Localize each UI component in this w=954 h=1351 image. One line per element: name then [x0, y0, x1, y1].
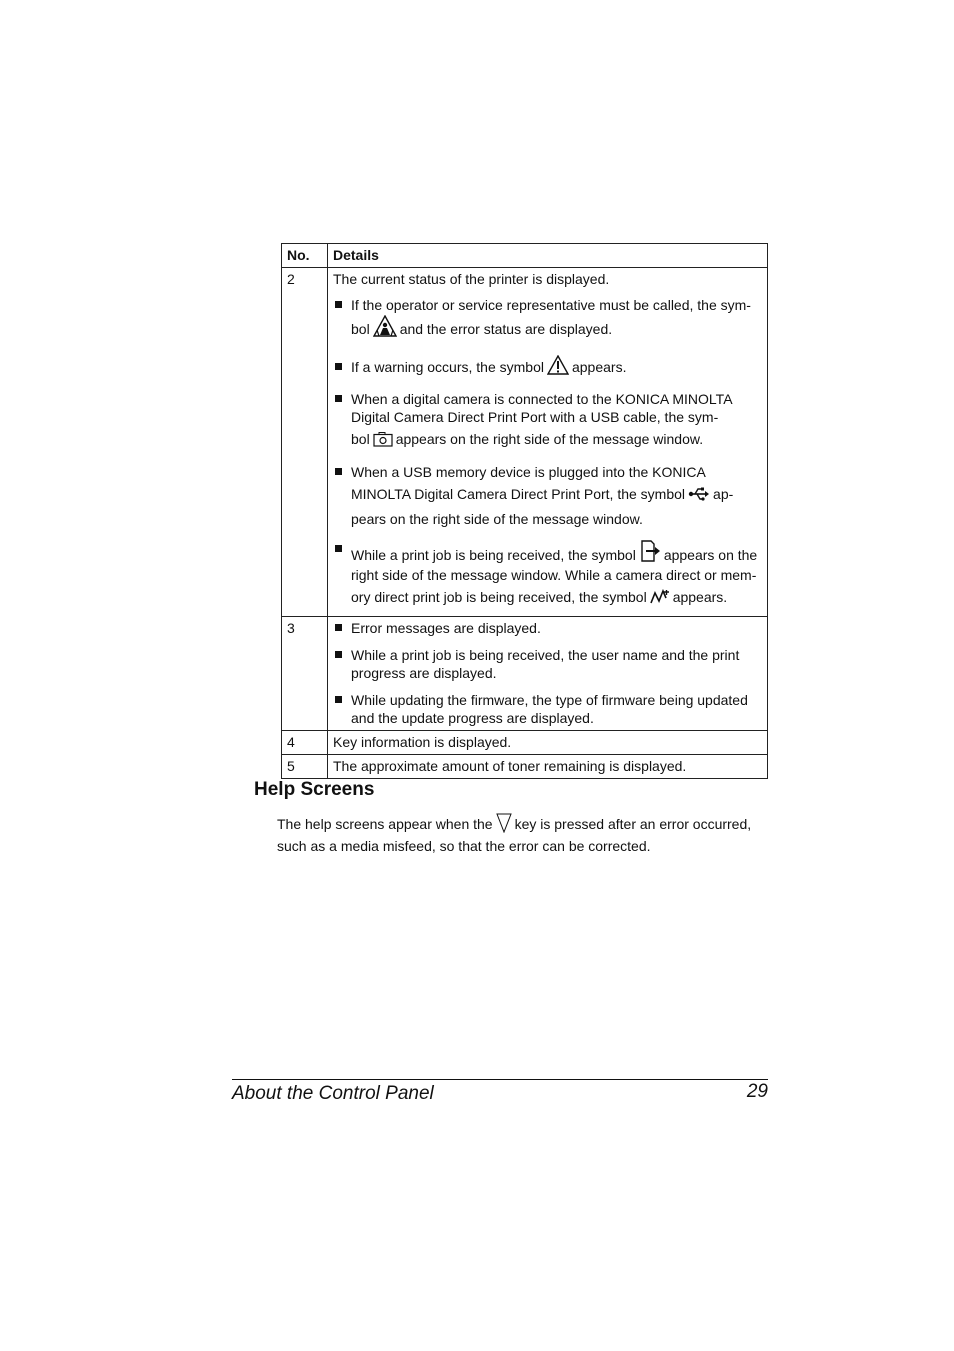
list-item: [333, 355, 763, 382]
footer-title: About the Control Panel: [232, 1083, 434, 1104]
row-intro: The current status of the printer is displayed.: [333, 271, 610, 287]
text-line: bol and the error status are displayed.: [351, 315, 763, 345]
text-line: If a warning occurs, the symbol appears.: [351, 355, 763, 382]
camera-icon: [373, 430, 393, 455]
row-number: 2: [282, 268, 328, 617]
table-header-row: [282, 244, 768, 268]
footer-rule: [232, 1079, 768, 1080]
page-number: 29: [746, 1081, 768, 1102]
table-row: [282, 755, 768, 779]
text-line: right side of the message window. While a camera direct or mem-: [351, 567, 757, 583]
list-item: [333, 296, 763, 345]
bullet-icon: [335, 363, 342, 370]
list-item: [333, 691, 763, 727]
text-line: ory direct print job is being received, the symbol appears.: [351, 585, 763, 613]
bullet-icon: [335, 696, 342, 703]
call-service-icon: [373, 315, 397, 345]
table-row: [282, 268, 768, 617]
print-job-icon: [639, 540, 661, 566]
list-item: [333, 463, 763, 528]
text-line: and the update progress are displayed.: [351, 710, 594, 726]
down-key-icon: [496, 813, 512, 837]
warning-icon: [547, 355, 569, 382]
text-line: If the operator or service representative must be called, the sym-: [351, 297, 751, 313]
list-item: [333, 540, 763, 613]
section-heading: Help Screens: [254, 779, 375, 800]
text-line: When a USB memory device is plugged into the KONICA: [351, 464, 706, 480]
text-line: While a print job is being received, the user name and the print: [351, 647, 740, 663]
row-details: The approximate amount of toner remaining is displayed.: [328, 755, 768, 779]
bullet-icon: [335, 395, 342, 402]
bullet-icon: [335, 651, 342, 658]
text-line: Error messages are displayed.: [351, 620, 541, 636]
text-line: progress are displayed.: [351, 665, 497, 681]
bullet-icon: [335, 468, 342, 475]
text-line: While updating the firmware, the type of firmware being updated: [351, 692, 748, 708]
text-line: bol appears on the right side of the message window.: [351, 427, 763, 455]
text-line: Digital Camera Direct Print Port with a USB cable, the sym-: [351, 409, 719, 425]
table-row: [282, 617, 768, 731]
list-item: [333, 619, 763, 637]
bullet-icon: [335, 301, 342, 308]
list-item: [333, 390, 763, 455]
usb-icon: [688, 485, 710, 510]
direct-print-icon: [650, 588, 670, 613]
table-row: [282, 731, 768, 755]
row-details: Key information is displayed.: [328, 731, 768, 755]
header-no: No.: [282, 244, 328, 268]
header-details: Details: [328, 244, 768, 268]
row-number: 5: [282, 755, 328, 779]
row-details: [328, 617, 768, 731]
details-table: [281, 243, 768, 779]
row-details: [328, 268, 768, 617]
bullet-icon: [335, 624, 342, 631]
bullet-icon: [335, 545, 342, 552]
text-line: When a digital camera is connected to the KONICA MINOLTA: [351, 391, 733, 407]
row-number: 3: [282, 617, 328, 731]
row-number: 4: [282, 731, 328, 755]
text-line: pears on the right side of the message window.: [351, 511, 643, 527]
list-item: [333, 646, 763, 682]
text-line: MINOLTA Digital Camera Direct Print Port, the symbol ap-: [351, 482, 763, 510]
text-line: While a print job is being received, the symbol appears on the: [351, 540, 763, 566]
help-paragraph: The help screens appear when the key is pressed after an error occurred, such as a media misfeed, so that the error can be corrected.: [277, 813, 777, 855]
